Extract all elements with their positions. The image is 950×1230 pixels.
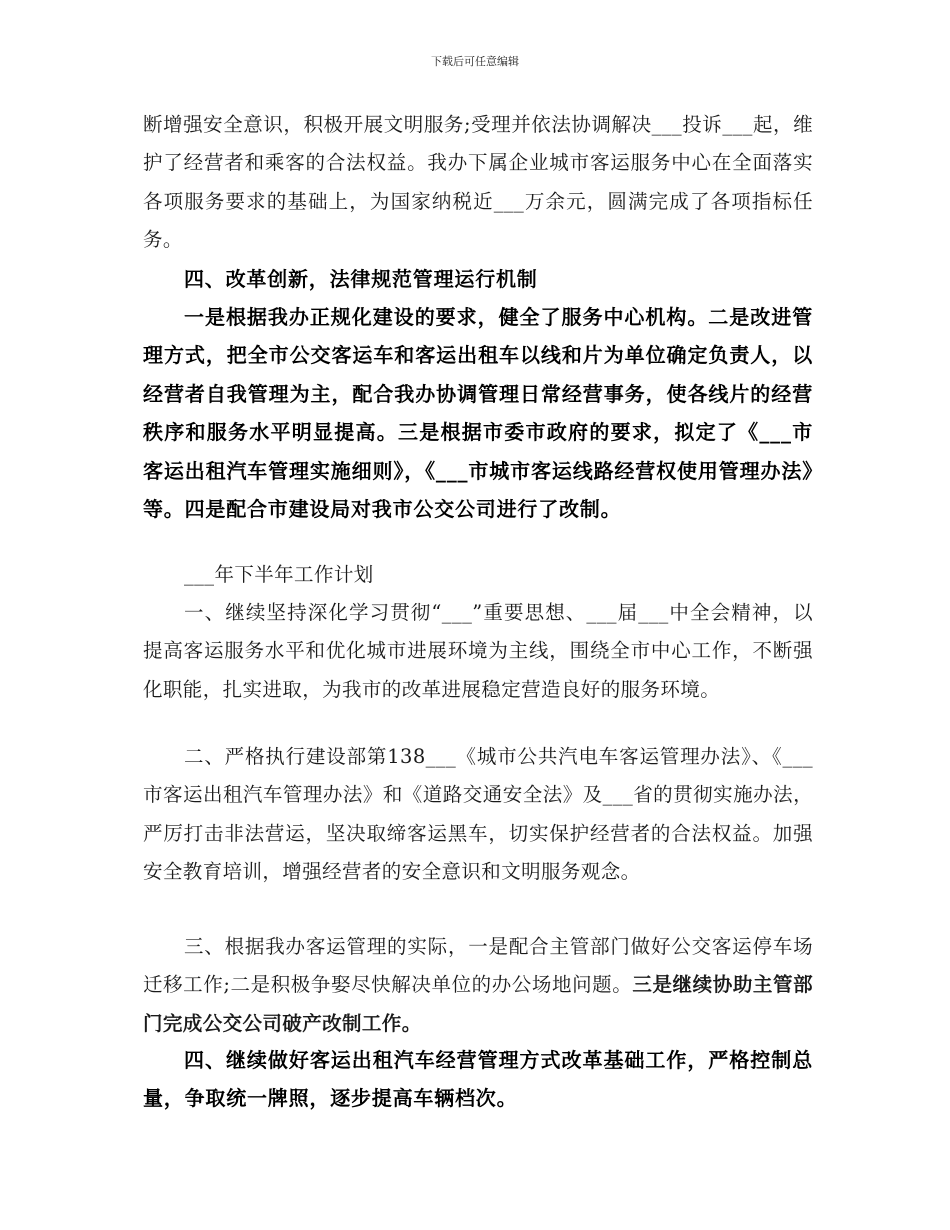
plan-item-two: 二、严格执行建设部第138___《城市公共汽电车客运管理办法》、《___市客运出租汽车管理办法》和《道路交通安全法》及___省的贯彻实施办法，严厉打击非法营运，坚决取缔客运黑车，切实保护经营者的合法权益。加强安全教育培训，增强经营者的安全意识和文明服务观念。 bbox=[143, 745, 813, 884]
paragraph-continuation: 断增强安全意识，积极开展文明服务;受理并依法协调解决___投诉___起，维护了经营者和乘客的合法权益。我办下属企业城市客运服务中心在全面落实各项服务要求的基础上，为国家纳税近___万余元，圆满完成了各项指标任务。 bbox=[143, 113, 813, 252]
plan-item-one: 一、继续坚持深化学习贯彻“___”重要思想、___届___中全会精神，以提高客运服务水平和优化城市进展环境为主线，围绕全市中心工作，不断强化职能，扎实进取，为我市的改革进展稳定营造良好的服务环境。 bbox=[143, 601, 813, 701]
plan-title: ___年下半年工作计划 bbox=[184, 563, 374, 586]
plan-item-three-bold: 三是继续协助主管部门完成公交公司破产改制工作。 bbox=[143, 973, 813, 1035]
section-heading-four: 四、改革创新，法律规范管理运行机制 bbox=[184, 267, 538, 291]
plan-item-four: 四、继续做好客运出租汽车经营管理方式改革基础工作，严格控制总量，争取统一牌照，逐步提高车辆档次。 bbox=[143, 1048, 813, 1111]
plan-item-three-normal: 三、根据我办客运管理的实际，一是配合主管部门做好公交客运停车场迁移工作;二是积极争娶尽快解决单位的办公场地问题。 bbox=[143, 935, 813, 997]
page-header: 下载后可任意编辑 bbox=[431, 55, 519, 68]
plan-item-three bbox=[143, 928, 813, 1043]
paragraph-reform-details: 一是根据我办正规化建设的要求，健全了服务中心机构。二是改进管理方式，把全市公交客运车和客运出租车以线和片为单位确定负责人，以经营者自我管理为主，配合我办协调管理日常经营事务，使各线片的经营秩序和服务水平明显提高。三是根据市委市政府的要求，拟定了《___市客运出租汽车管理实施细则》，《___市城市客运线路经营权使用管理办法》等。四是配合市建设局对我市公交公司进行了改制。 bbox=[143, 305, 813, 522]
